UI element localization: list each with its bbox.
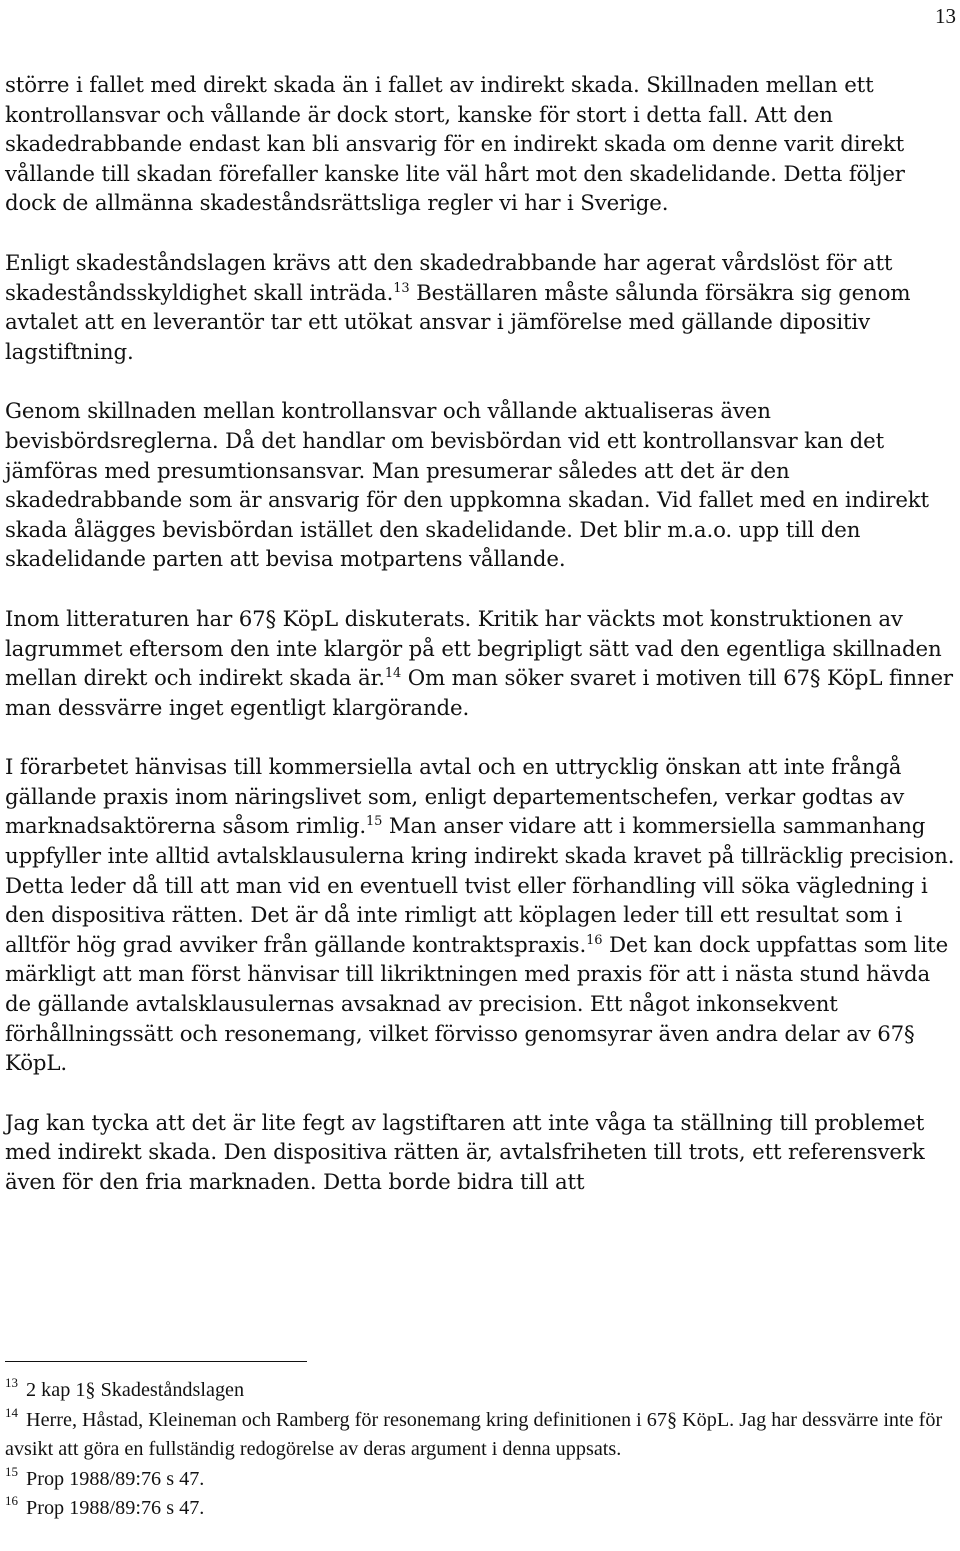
page-number: 13 <box>935 4 956 28</box>
footnote <box>5 1406 957 1465</box>
footnote <box>5 1376 957 1406</box>
footnote-reference: 14 <box>384 666 402 682</box>
paragraph <box>5 605 960 723</box>
paragraph-text: Om man söker svaret i motiven till 67§ KöpL finner man dessvärre inget egentligt klargörande. <box>5 666 953 721</box>
footnote <box>5 1494 957 1524</box>
paragraph-text: Man anser vidare att i kommersiella sammanhang uppfyller inte alltid avtalsklausulerna kring indirekt skada kravet på tillräcklig precision. Detta leder då till att man vid en eventuell tvist eller förhandling vill söka vägledning i den dispositiva rätten. Det är då inte rimligt att köplagen leder till ett resultat som i alltför hög grad avviker från gällande kontraktspraxis. <box>5 814 955 958</box>
footnote-number: 14 <box>5 1404 18 1420</box>
paragraph-text: Genom skillnaden mellan kontrollansvar och vållande aktualiseras även bevisbördsreglerna. Då det handlar om bevisbördan vid ett kontrollansvar kan det jämföras med presumtionsansvar. Man presumerar således att det är den skadedrabbande som är ansvarig för den uppkomna skadan. Vid fallet med en indirekt skada ålägges bevisbördan istället den skadelidande. Det blir m.a.o. upp till den skadelidande parten att bevisa motpartens vållande. <box>5 399 929 573</box>
paragraph-text: Det kan dock uppfattas som lite märkligt att man först hänvisar till likriktningen med praxis för att i nästa stund hävda de gällande avtalsklausulernas avsaknad av precision. Ett något inkonsekvent förhållningssätt och resonemang, vilket förvisso genomsyrar även andra delar av 67§ KöpL. <box>5 932 949 1077</box>
paragraph-text: I förarbetet hänvisas till kommersiella avtal och en uttrycklig önskan att inte frångå gällande praxis inom näringslivet som, enligt departementschefen, verkar godtas av marknadsaktörerna såsom rimlig. <box>5 755 905 840</box>
footnote-text: Herre, Håstad, Kleineman och Ramberg för resonemang kring definitionen i 67§ KöpL. Jag har dessvärre inte för avsikt att göra en fullständig redogörelse av deras argument i denna uppsats. <box>5 1408 943 1461</box>
footnotes <box>5 1376 957 1524</box>
paragraph-text: Jag kan tycka att det är lite fegt av lagstiftaren att inte våga ta ställning till problemet med indirekt skada. Den dispositiva rätten är, avtalsfriheten till trots, ett referensverk även för den fria marknaden. Detta borde bidra till att <box>5 1110 925 1195</box>
paragraph <box>5 753 960 1079</box>
footnote-number: 15 <box>5 1463 18 1479</box>
footnote-text: 2 kap 1§ Skadeståndslagen <box>26 1379 245 1401</box>
footnote-separator <box>5 1361 307 1362</box>
body-text <box>5 71 960 1198</box>
paragraph <box>5 1109 960 1198</box>
paragraph-text: större i fallet med direkt skada än i fallet av indirekt skada. Skillnaden mellan ett kontrollansvar och vållande är dock stort, kanske för stort i detta fall. Att den skadedrabbande endast kan bli ansvarig för en indirekt skada om denne varit direkt vållande till skadan förefaller kanske lite väl hårt mot den skadelidande. Detta följer dock de allmänna skadeståndsrättsliga regler vi har i Sverige. <box>5 73 905 217</box>
footnote-reference: 15 <box>366 814 383 830</box>
paragraph <box>5 249 960 367</box>
footnote-number: 16 <box>5 1493 18 1509</box>
footnote-reference: 13 <box>393 280 410 296</box>
footnote-reference: 16 <box>586 932 603 948</box>
footnote <box>5 1465 957 1495</box>
paragraph <box>5 71 960 219</box>
footnote-text: Prop 1988/89:76 s 47. <box>26 1497 205 1520</box>
paragraph-text: Beställaren måste sålunda försäkra sig genom avtalet att en leverantör tar ett utökat ansvar i jämförelse med gällande dipositiv lagstiftning. <box>5 280 911 365</box>
footnote-number: 13 <box>5 1375 18 1390</box>
paragraph-text: Enligt skadeståndslagen krävs att den skadedrabbande har agerat vårdslöst för att skadeståndsskyldighet skall inträda. <box>5 250 893 306</box>
paragraph-text: Inom litteraturen har 67§ KöpL diskuterats. Kritik har väckts mot konstruktionen av lagrummet eftersom den inte klargör på ett begripligt sätt vad den egentliga skillnaden mellan direkt och indirekt skada är. <box>5 606 942 692</box>
paragraph <box>5 397 960 575</box>
footnote-text: Prop 1988/89:76 s 47. <box>26 1467 205 1490</box>
